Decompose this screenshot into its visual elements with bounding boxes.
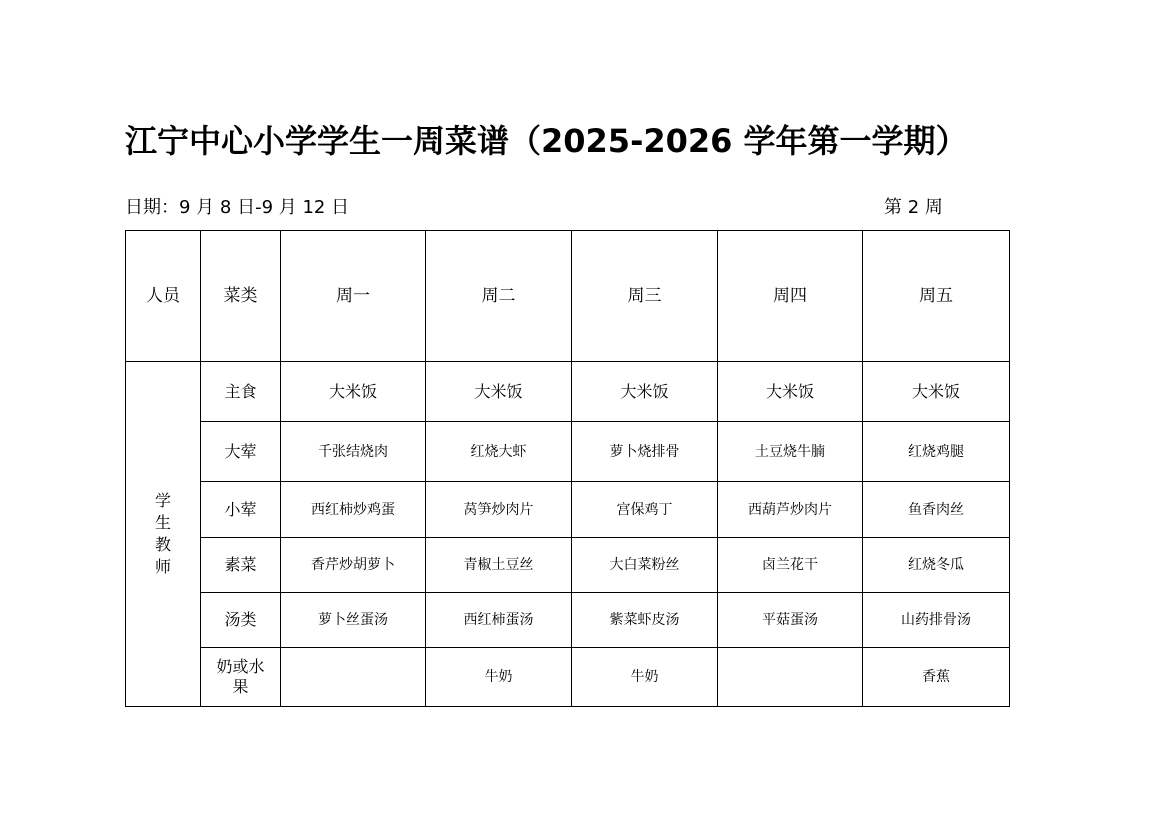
table-row bbox=[126, 538, 1010, 593]
menu-cell bbox=[281, 648, 426, 707]
table-row bbox=[126, 648, 1010, 707]
menu-cell: 大米饭 bbox=[572, 362, 718, 422]
menu-cell: 牛奶 bbox=[426, 648, 572, 707]
menu-cell: 青椒土豆丝 bbox=[426, 538, 572, 593]
menu-cell: 平菇蛋汤 bbox=[718, 593, 863, 648]
menu-cell: 鱼香肉丝 bbox=[863, 482, 1010, 538]
menu-cell: 萝卜丝蛋汤 bbox=[281, 593, 426, 648]
header-friday: 周五 bbox=[863, 231, 1010, 362]
table-row bbox=[126, 593, 1010, 648]
menu-cell: 莴笋炒肉片 bbox=[426, 482, 572, 538]
personnel-group-label: 学生教师 bbox=[154, 491, 171, 576]
menu-cell: 千张结烧肉 bbox=[281, 422, 426, 482]
menu-cell: 山药排骨汤 bbox=[863, 593, 1010, 648]
menu-cell: 香芹炒胡萝卜 bbox=[281, 538, 426, 593]
header-monday: 周一 bbox=[281, 231, 426, 362]
weekly-menu-table bbox=[125, 230, 1010, 707]
table-header-row bbox=[126, 231, 1010, 362]
date-range: 日期：9 月 8 日-9 月 12 日 bbox=[125, 197, 350, 218]
page-title: 江宁中心小学学生一周菜谱（2025-2026 学年第一学期） bbox=[125, 122, 968, 160]
category-cell: 汤类 bbox=[201, 593, 281, 648]
menu-cell: 红烧鸡腿 bbox=[863, 422, 1010, 482]
header-category: 菜类 bbox=[201, 231, 281, 362]
week-number: 第 2 周 bbox=[884, 197, 943, 218]
menu-cell: 土豆烧牛腩 bbox=[718, 422, 863, 482]
menu-cell: 西红柿炒鸡蛋 bbox=[281, 482, 426, 538]
menu-cell: 香蕉 bbox=[863, 648, 1010, 707]
menu-cell: 紫菜虾皮汤 bbox=[572, 593, 718, 648]
header-tuesday: 周二 bbox=[426, 231, 572, 362]
menu-cell bbox=[718, 648, 863, 707]
menu-cell: 西红柿蛋汤 bbox=[426, 593, 572, 648]
menu-cell: 红烧冬瓜 bbox=[863, 538, 1010, 593]
header-personnel: 人员 bbox=[126, 231, 201, 362]
menu-cell: 大白菜粉丝 bbox=[572, 538, 718, 593]
table-row bbox=[126, 422, 1010, 482]
menu-cell: 大米饭 bbox=[718, 362, 863, 422]
menu-cell: 卤兰花干 bbox=[718, 538, 863, 593]
menu-cell: 大米饭 bbox=[863, 362, 1010, 422]
menu-cell: 西葫芦炒肉片 bbox=[718, 482, 863, 538]
menu-cell: 萝卜烧排骨 bbox=[572, 422, 718, 482]
menu-cell: 牛奶 bbox=[572, 648, 718, 707]
menu-cell: 大米饭 bbox=[281, 362, 426, 422]
category-cell: 主食 bbox=[201, 362, 281, 422]
header-thursday: 周四 bbox=[718, 231, 863, 362]
category-cell: 大荤 bbox=[201, 422, 281, 482]
table-row bbox=[126, 482, 1010, 538]
header-wednesday: 周三 bbox=[572, 231, 718, 362]
category-cell bbox=[201, 648, 281, 707]
menu-cell: 大米饭 bbox=[426, 362, 572, 422]
personnel-group-cell bbox=[126, 362, 201, 707]
menu-cell: 红烧大虾 bbox=[426, 422, 572, 482]
table-row bbox=[126, 362, 1010, 422]
menu-cell: 宫保鸡丁 bbox=[572, 482, 718, 538]
category-label: 奶或水果 bbox=[216, 657, 265, 696]
category-cell: 素菜 bbox=[201, 538, 281, 593]
category-cell: 小荤 bbox=[201, 482, 281, 538]
